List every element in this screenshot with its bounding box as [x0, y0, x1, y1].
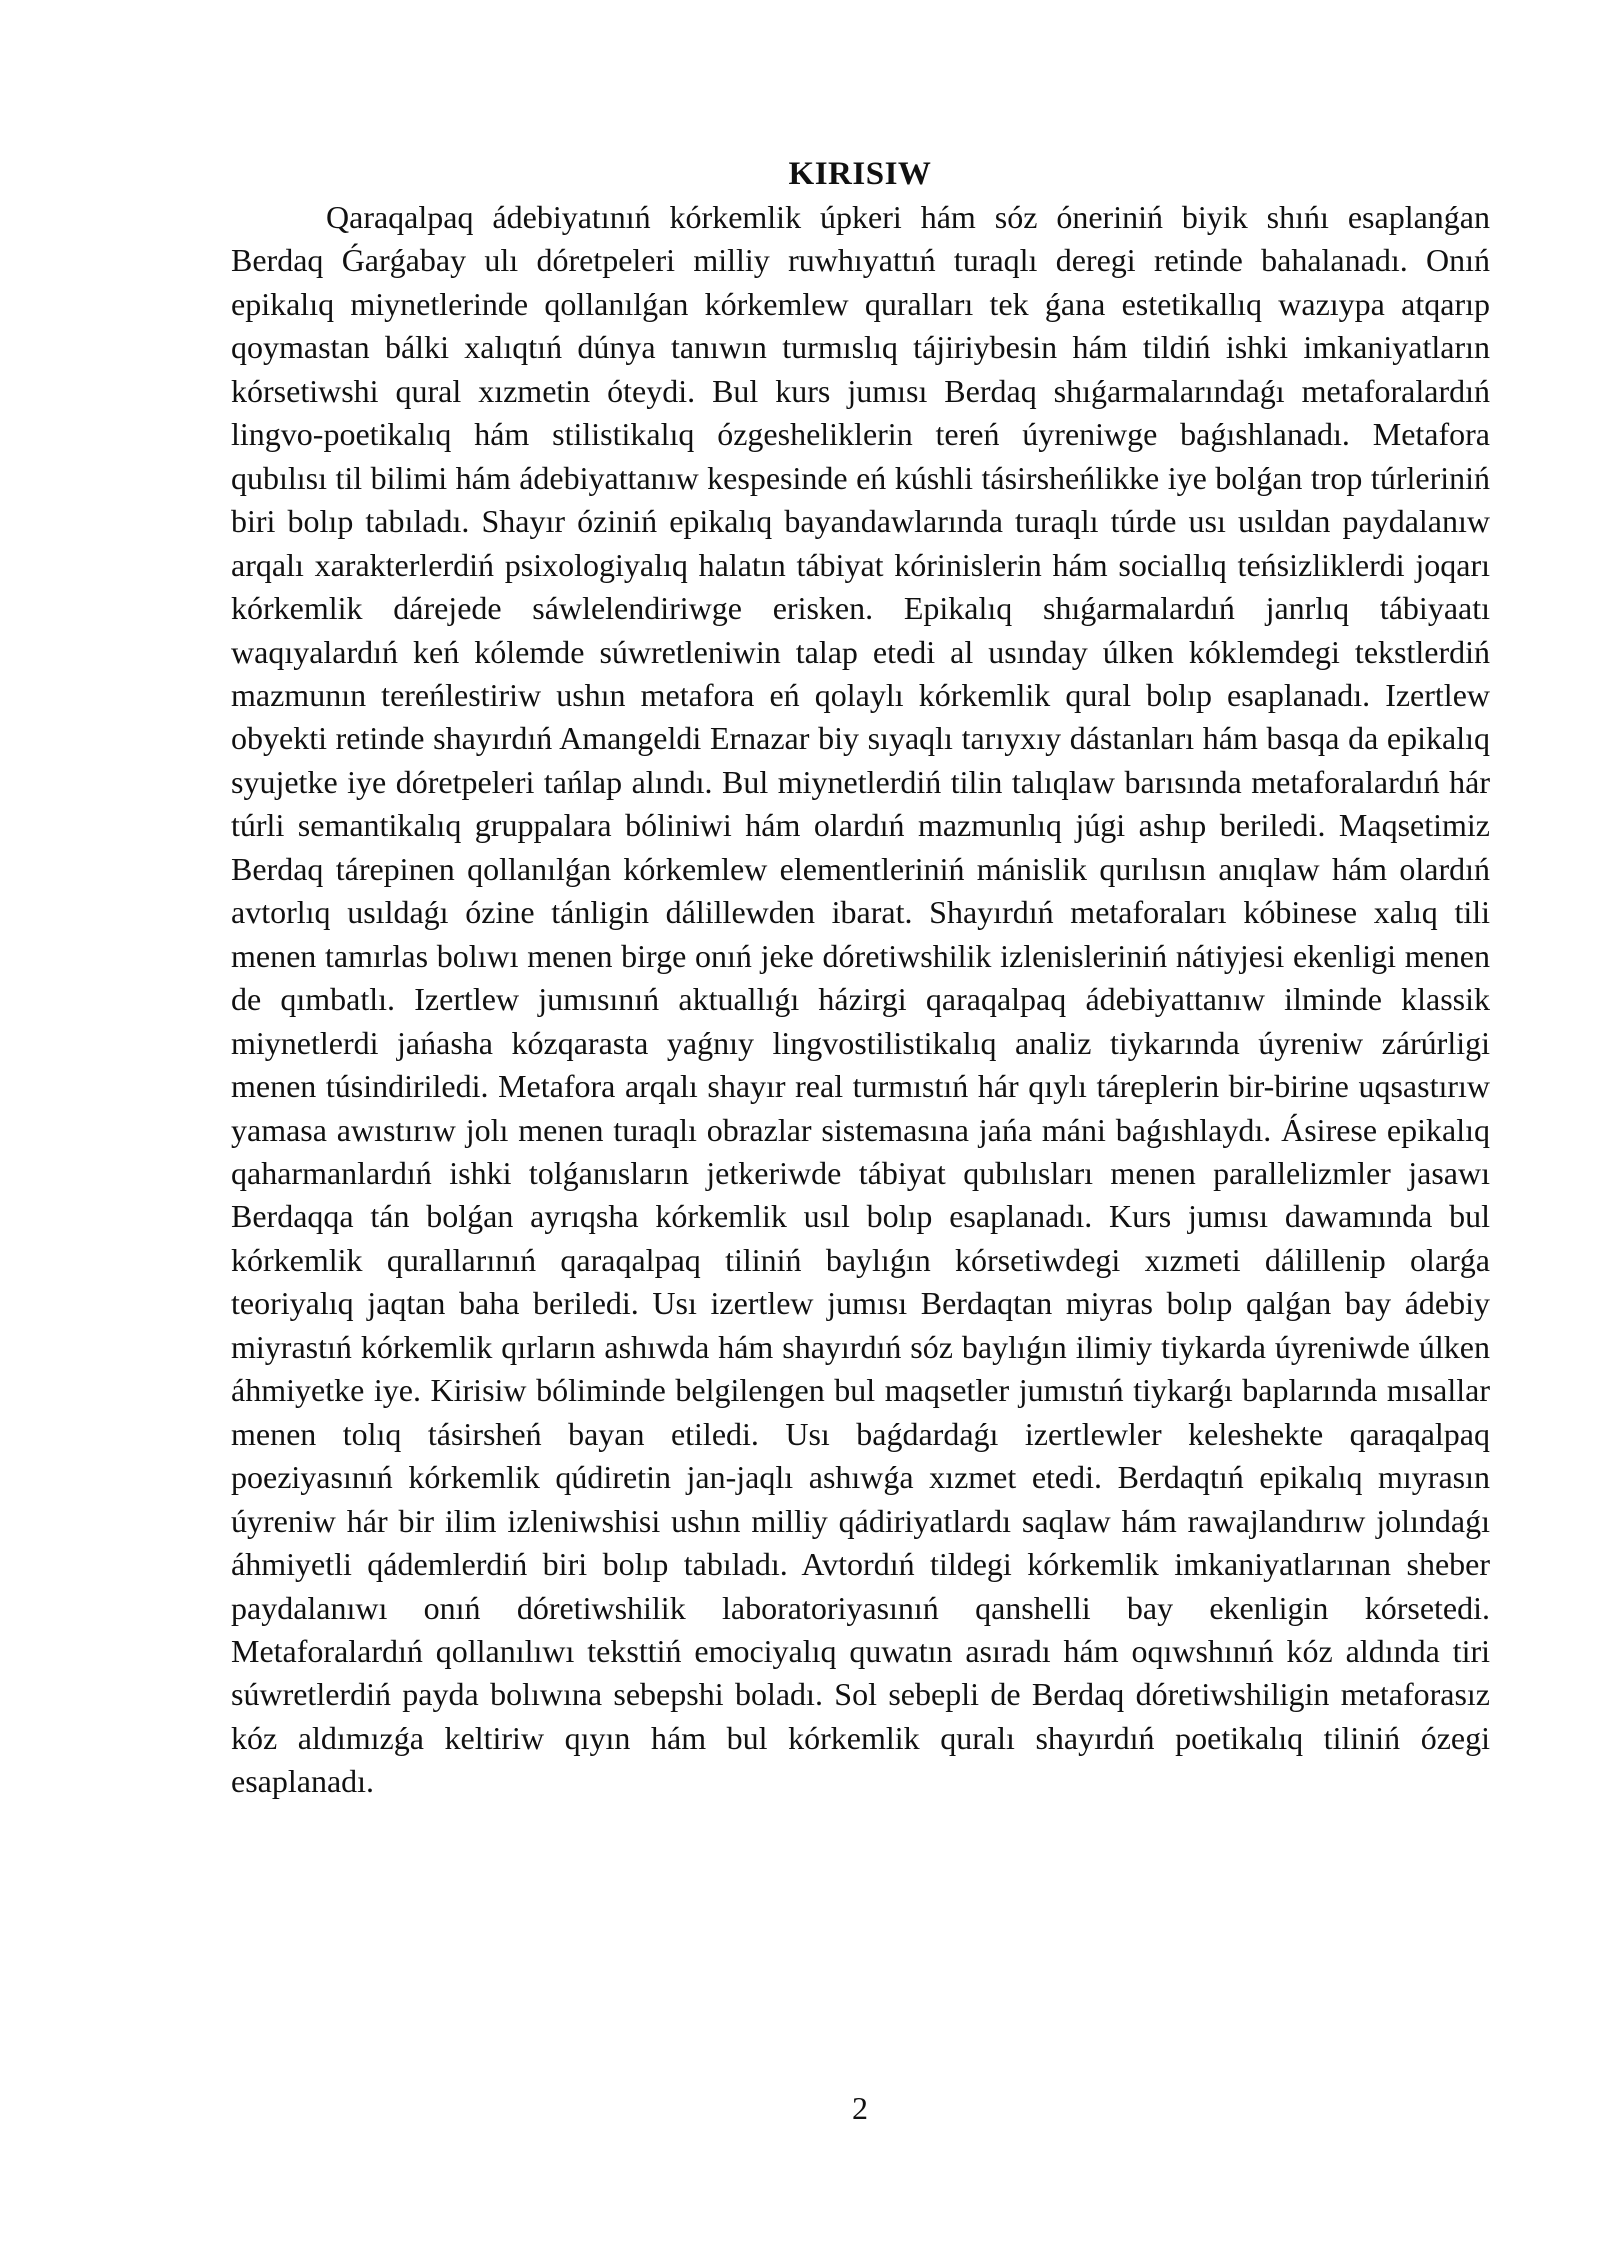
body-paragraph: Qaraqalpaq ádebiyatınıń kórkemlik úpkeri hám sóz óneriniń biyik shıńı esaplanǵan Berdaq Ǵarǵabay ulı dóretpeleri milliy ruwhıyattıń turaqlı deregi retinde bahalanadı. Onıń epikalıq miynetlerinde qollanılǵan kórkemlew quralları tek ǵana estetikallıq wazıypa atqarıp qoymastan bálki xalıqtıń dúnya tanıwın turmıslıq tájiriybesin hám tildiń ishki imkaniyatların kórsetiwshi qural xızmetin óteydi. Bul kurs jumısı Berdaq shıǵarmalarındaǵı metaforalardıń lingvo-poetikalıq hám stilistikalıq ózgesheliklerin tereń úyreniwge baǵıshlanadı. Metafora qubılısı til bilimi hám ádebiyattanıw kespesinde eń kúshli tásirsheńlikke iye bolǵan trop túrleriniń biri bolıp tabıladı. Shayır óziniń epikalıq bayandawlarında turaqlı túrde usı usıldan paydalanıw arqalı xarakterlerdiń psixologiyalıq halatın tábiyat kórinislerin hám sociallıq teńsizliklerdi joqarı kórkemlik dárejede sáwlelendiriwge erisken. Epikalıq shıǵarmalardıń janrlıq tábiyaatı waqıyalardıń keń kólemde súwretleniwin talap etedi al usınday úlken kóklemdegi tekstlerdiń mazmunın tereńlestiriw ushın metafora eń qolaylı kórkemlik qural bolıp esaplanadı. Izertlew obyekti retinde shayırdıń Amangeldi Ernazar biy sıyaqlı tarıyxıy dástanları hám basqa da epikalıq syujetke iye dóretpeleri tańlap alındı. Bul miynetlerdiń tilin talıqlaw barısında metaforalardıń hár túrli semantikalıq gruppalara bóliniwi hám olardıń mazmunlıq júgi ashıp beriledi. Maqsetimiz Berdaq tárepinen qollanılǵan kórkemlew elementleriniń mánislik qurılısın anıqlaw hám olardıń avtorlıq usıldaǵı ózine tánligin dálillewden ibarat. Shayırdıń metaforaları kóbinese xalıq tili menen tamırlas bolıwı menen birge onıń jeke dóretiwshilik izlenisleriniń nátiyjesi ekenligi menen de qımbatlı. Izertlew jumısınıń aktuallıǵı házirgi qaraqalpaq ádebiyattanıw ilminde klassik miynetlerdi jańasha kózqarasta yaǵnıy lingvostilistikalıq analiz tiykarında úyreniw zárúrligi menen túsindiriledi. Metafora arqalı shayır real turmıstıń hár qıylı táreplerin bir-birine uqsastırıw yamasa awıstırıw jolı menen turaqlı obrazlar sistemasına jańa máni baǵıshlaydı. Ásirese epikalıq qaharmanlardıń ishki tolǵanısların jetkeriwde tábiyat qubılısları menen parallelizmler jasawı Berdaqqa tán bolǵan ayrıqsha kórkemlik usıl bolıp esaplanadı. Kurs jumısı dawamında bul kórkemlik qurallarınıń qaraqalpaq tiliniń baylıǵın kórsetiwdegi xızmeti dálillenip olarǵa teoriyalıq jaqtan baha beriledi. Usı izertlew jumısı Berdaqtan miyras bolıp qalǵan bay ádebiy miyrastıń kórkemlik qırların ashıwda hám shayırdıń sóz baylıǵın ilimiy tiykarda úyreniwde úlken áhmiyetke iye. Kirisiw bóliminde belgilengen bul maqsetler jumıstıń tiykarǵı baplarında mısallar menen tolıq tásirsheń bayan etiledi. Usı baǵdardaǵı izertlewler keleshekte qaraqalpaq poeziyasınıń kórkemlik qúdiretin jan-jaqlı ashıwǵa xızmet etedi. Berdaqtıń epikalıq mıyrasın úyreniw hár bir ilim izleniwshisi ushın milliy qádiriyatlardı saqlaw hám rawajlandırıw jolındaǵı áhmiyetli qádemlerdiń biri bolıp tabıladı. Avtordıń tildegi kórkemlik imkaniyatlarınan sheber paydalanıwı onıń dóretiwshilik laboratoriyasınıń qanshelli bay ekenligin kórsetedi. Metaforalardıń qollanılıwı teksttiń emociyalıq quwatın asıradı hám oqıwshınıń kóz aldında tiri súwretlerdiń payda bolıwına sebepshi boladı. Sol sebepli de Berdaq dóretiwshiligin metaforasız kóz aldımızǵa keltiriw qıyın hám bul kórkemlik quralı shayırdıń poetikalıq tiliniń ózegi esaplanadı. [231, 199, 1490, 1800]
page-number: 2 [852, 2090, 868, 2126]
section-title: KIRISIW [788, 156, 932, 192]
